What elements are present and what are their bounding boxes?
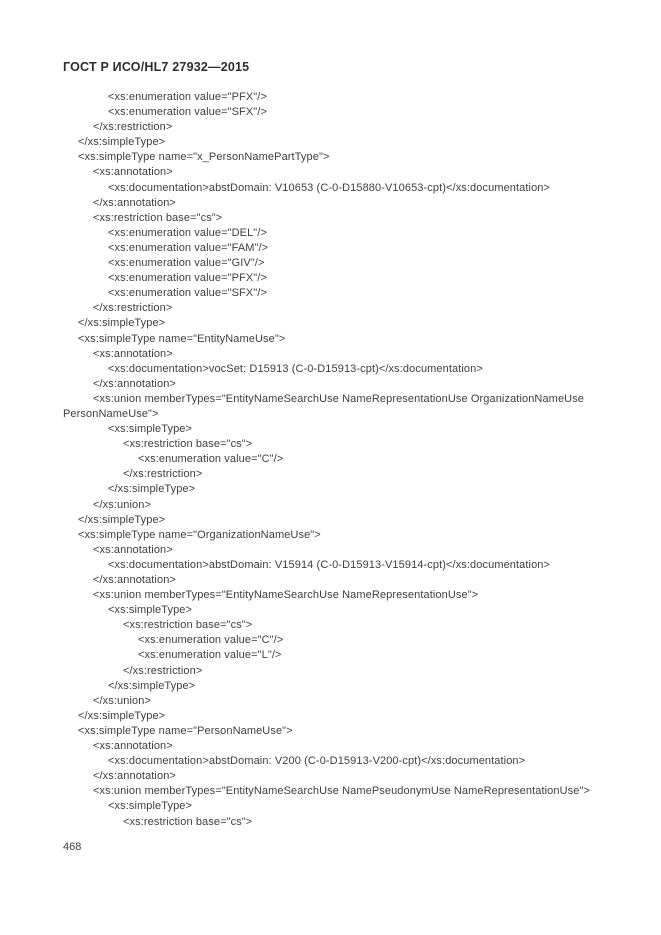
code-line: <xs:enumeration value="C"/> xyxy=(138,634,284,647)
code-line: <xs:restriction base="cs"> xyxy=(123,815,253,828)
code-line: </xs:simpleType> xyxy=(78,709,166,722)
code-line: <xs:simpleType> xyxy=(108,800,193,813)
code-line: </xs:restriction> xyxy=(93,302,173,315)
code-line: <xs:documentation>abstDomain: V200 (C-0-D15913-V200-cpt)</xs:documentation> xyxy=(108,755,526,768)
code-line: <xs:restriction base="cs"> xyxy=(93,211,223,224)
code-line: <xs:simpleType name="OrganizationNameUse"> xyxy=(78,528,321,541)
code-line: <xs:simpleType name="x_PersonNamePartType"> xyxy=(78,151,330,164)
code-line: <xs:documentation>abstDomain: V10653 (C-0-D15880-V10653-cpt)</xs:documentation> xyxy=(108,181,551,194)
code-line: <xs:enumeration value="C"/> xyxy=(138,453,284,466)
code-line: PersonNameUse"> xyxy=(63,407,159,420)
code-line: </xs:restriction> xyxy=(123,664,203,677)
code-line: <xs:simpleType> xyxy=(108,423,193,436)
code-line: <xs:enumeration value="FAM"/> xyxy=(108,241,269,254)
xsd-code-block xyxy=(63,90,643,830)
code-line: <xs:documentation>vocSet: D15913 (C-0-D15913-cpt)</xs:documentation> xyxy=(108,362,483,375)
document-header-title: ГОСТ Р ИСО/HL7 27932—2015 xyxy=(63,60,250,74)
code-line: </xs:simpleType> xyxy=(78,317,166,330)
code-line: <xs:enumeration value="PFX"/> xyxy=(108,272,267,285)
code-line: </xs:annotation> xyxy=(93,377,176,390)
code-line: <xs:simpleType> xyxy=(108,604,193,617)
code-line: <xs:documentation>abstDomain: V15914 (C-0-D15913-V15914-cpt)</xs:documentation> xyxy=(108,558,551,571)
code-line: </xs:union> xyxy=(93,498,151,511)
code-line: <xs:annotation> xyxy=(93,347,173,360)
code-line: </xs:simpleType> xyxy=(78,513,166,526)
code-line: <xs:enumeration value="GIV"/> xyxy=(108,257,265,270)
code-line: </xs:annotation> xyxy=(93,196,176,209)
page-number: 468 xyxy=(63,841,82,853)
code-line: </xs:simpleType> xyxy=(108,679,196,692)
code-line: <xs:enumeration value="SFX"/> xyxy=(108,106,267,119)
code-line: </xs:restriction> xyxy=(123,468,203,481)
code-line: </xs:annotation> xyxy=(93,574,176,586)
code-line: <xs:union memberTypes="EntityNameSearchUse NamePseudonymUse NameRepresentationUse"> xyxy=(93,785,590,798)
code-line: </xs:simpleType> xyxy=(78,136,166,149)
code-line: <xs:enumeration value="L"/> xyxy=(138,649,282,662)
code-line: </xs:annotation> xyxy=(93,770,176,783)
code-line: <xs:restriction base="cs"> xyxy=(123,619,253,632)
code-line: </xs:restriction> xyxy=(93,121,173,134)
code-line: <xs:annotation> xyxy=(93,740,173,753)
code-line: <xs:enumeration value="SFX"/> xyxy=(108,287,267,300)
code-line: <xs:enumeration value="DEL"/> xyxy=(108,226,267,239)
code-line: <xs:union memberTypes="EntityNameSearchUse NameRepresentationUse OrganizationNameUse xyxy=(93,392,585,405)
code-line: </xs:union> xyxy=(93,694,151,707)
code-line: <xs:restriction base="cs"> xyxy=(123,438,253,451)
code-line: </xs:simpleType> xyxy=(108,483,196,496)
code-line: <xs:simpleType name="EntityNameUse"> xyxy=(78,332,286,345)
code-line: <xs:simpleType name="PersonNameUse"> xyxy=(78,724,293,737)
code-line: <xs:union memberTypes="EntityNameSearchUse NameRepresentationUse"> xyxy=(93,589,479,602)
code-line: <xs:annotation> xyxy=(93,166,173,179)
code-line: <xs:enumeration value="PFX"/> xyxy=(108,91,267,103)
code-line: <xs:annotation> xyxy=(93,543,173,556)
